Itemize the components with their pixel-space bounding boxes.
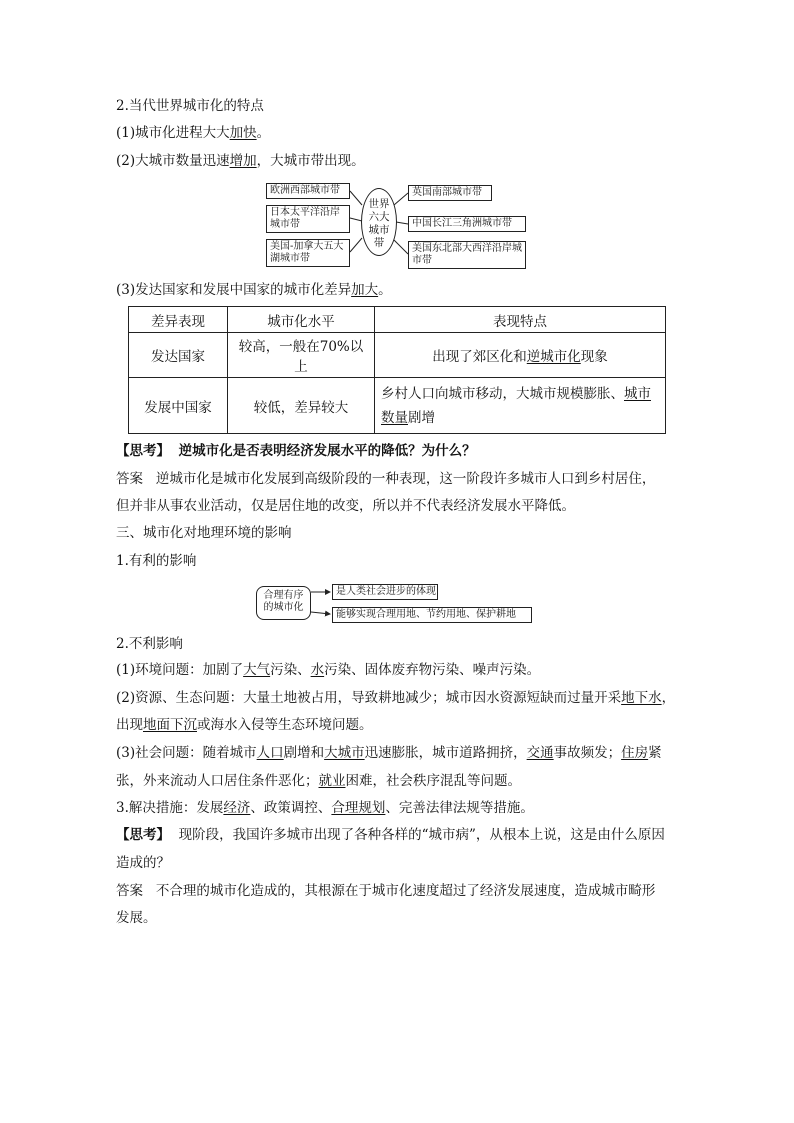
think-question-2-line-2: 造成的？ (116, 855, 170, 871)
center-six-belts: 世界六大城市带 (361, 188, 397, 256)
social-problems-line-2: 张，外来流动人口居住条件恶化；就业困难，社会秩序混乱等问题。 (116, 773, 521, 789)
answer-1-line-1: 答案 逆城市化是城市化发展到高级阶段的一种表现，这一阶段许多城市人口到乡村居住， (116, 471, 656, 487)
right-belt-uk: 英国南部城市带 (408, 185, 492, 201)
point-3: (3)发达国家和发展中国家的城市化差异加大。 (116, 282, 392, 298)
table-header: 表现特点 (375, 307, 666, 333)
section-heading-3: 三、城市化对地理环境的影响 (116, 525, 292, 541)
unfavorable-heading: 2.不利影响 (116, 636, 183, 652)
answer-1-line-2: 但并非从事农业活动，仅是居住地的改变，所以并不代表经济发展水平降低。 (116, 498, 575, 514)
benefit-land-use: 能够实现合理用地、节约用地、保护耕地 (332, 607, 532, 623)
answer-label: 答案 (116, 471, 143, 487)
table-cell: 较低，差异较大 (228, 378, 375, 434)
social-problems-line-1: (3)社会问题：随着城市人口剧增和大城市迅速膨胀，城市道路拥挤，交通事故频发；住房紧 (116, 745, 662, 761)
table-header: 差异表现 (129, 307, 228, 333)
table-row (129, 333, 666, 378)
left-belt-great-lakes: 美国-加拿大五大湖城市带 (266, 239, 350, 267)
measures: 3.解决措施：发展经济、政策调控、合理规划、完善法律法规等措施。 (116, 800, 534, 816)
table-cell: 较高，一般在70%以上 (228, 333, 375, 378)
answer-2-line-1: 答案 不合理的城市化造成的，其根源在于城市化速度超过了经济发展速度，造成城市畸形 (116, 883, 656, 899)
point-1: (1)城市化进程大大加快。 (116, 125, 271, 141)
table-row (129, 378, 666, 434)
answer-2-line-2: 发展。 (116, 910, 157, 926)
urbanization-comparison-table (128, 306, 666, 434)
resource-problems-line-2: 出现地面下沉或海水入侵等生态环境问题。 (116, 717, 373, 733)
answer-label: 答案 (116, 883, 143, 899)
rational-urbanization-box: 合理有序的城市化 (256, 586, 311, 620)
env-problems: (1)环境问题：加剧了大气污染、水污染、固体废弃物污染、噪声污染。 (116, 662, 541, 678)
left-belt-japan: 日本太平洋沿岸城市带 (266, 205, 350, 233)
table-header-row (129, 307, 666, 333)
section-title-contemporary-urbanization: 2.当代世界城市化的特点 (116, 98, 264, 114)
table-cell: 发达国家 (129, 333, 228, 378)
right-belt-yangtze: 中国长江三角洲城市带 (408, 216, 526, 232)
table-cell: 乡村人口向城市移动，大城市规模膨胀、城市 数量剧增 (375, 378, 666, 434)
left-belt-europe: 欧洲西部城市带 (266, 183, 350, 199)
point-2: (2)大城市数量迅速增加，大城市带出现。 (116, 153, 365, 169)
benefit-social-progress: 是人类社会进步的体现 (332, 584, 438, 600)
right-belt-us-northeast: 美国东北部大西洋沿岸城市带 (408, 241, 526, 269)
think-tag: 【思考】 (116, 827, 170, 843)
think-question-2-line-1: 【思考】 现阶段，我国许多城市出现了各种各样的“城市病”，从根本上说，这是由什么原因 (116, 827, 665, 843)
table-cell: 发展中国家 (129, 378, 228, 434)
table-header: 城市化水平 (228, 307, 375, 333)
favorable-heading: 1.有利的影响 (116, 553, 197, 569)
resource-problems-line-1: (2)资源、生态问题：大量土地被占用，导致耕地减少；城市因水资源短缺而过量开采地下水， (116, 690, 676, 706)
think-tag: 【思考】 (116, 443, 170, 459)
think-question-1: 【思考】 逆城市化是否表明经济发展水平的降低？为什么？ (116, 443, 476, 459)
table-cell: 出现了郊区化和逆城市化现象 (375, 333, 666, 378)
